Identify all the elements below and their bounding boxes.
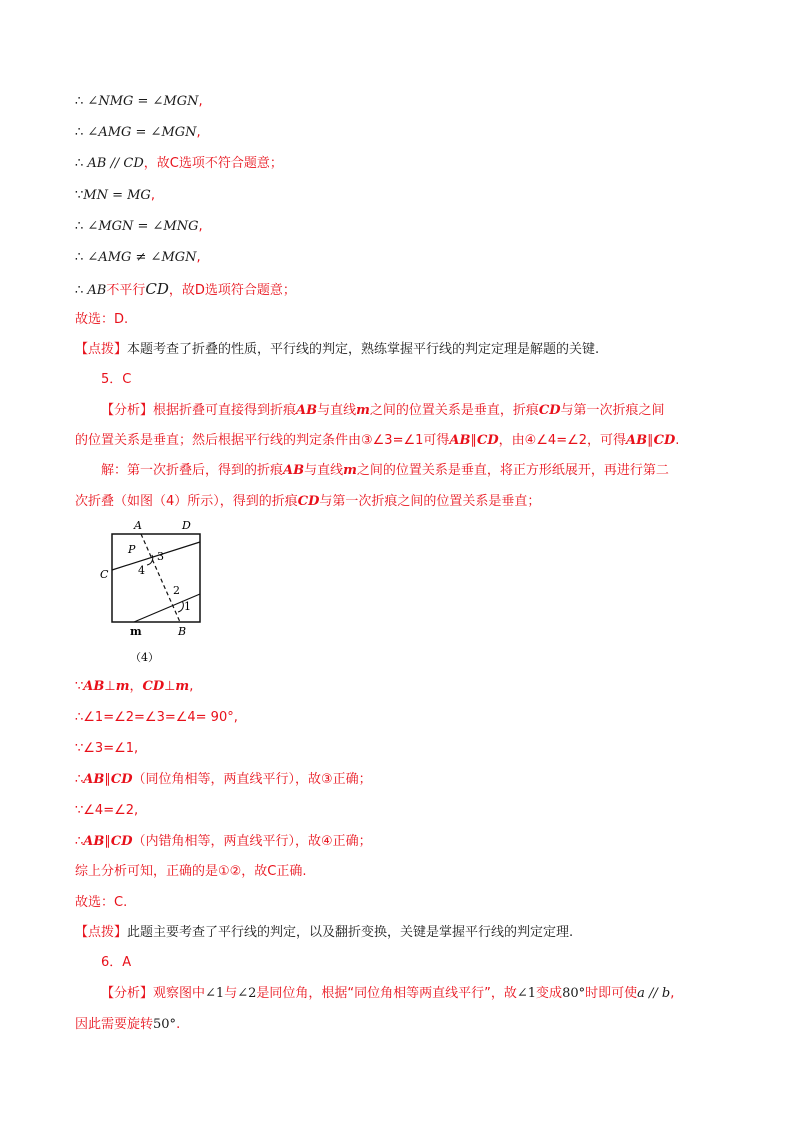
punctuation: , bbox=[196, 250, 201, 265]
line-18 bbox=[75, 770, 372, 790]
math-segment: AB bbox=[283, 463, 305, 478]
label-3: 3 bbox=[157, 550, 164, 563]
punctuation: , bbox=[198, 219, 203, 234]
math-segment: CD bbox=[653, 433, 676, 448]
math-segment: 50° bbox=[153, 1017, 177, 1032]
text-segment: ，故D选项符合题意； bbox=[168, 283, 296, 298]
therefore-symbol: ∴ bbox=[75, 834, 84, 849]
line-20 bbox=[75, 832, 372, 852]
analysis-tag: 【分析】 bbox=[101, 403, 154, 418]
text-segment: ∠4=∠2, bbox=[83, 803, 139, 818]
text-segment: . bbox=[675, 433, 680, 448]
text-segment: ∥ bbox=[104, 834, 111, 849]
because-symbol: ∵ bbox=[75, 679, 84, 694]
line-6 bbox=[75, 248, 201, 268]
text-segment: ∥ bbox=[104, 772, 111, 787]
line-4 bbox=[75, 186, 155, 206]
line-15 bbox=[75, 677, 193, 697]
therefore-symbol: ∴ bbox=[75, 710, 84, 725]
text-segment: 之间的位置关系是垂直，将正方形纸展开，再进行第二 bbox=[356, 463, 669, 478]
line-23 bbox=[75, 923, 573, 943]
math-expression: AB // CD bbox=[87, 156, 144, 171]
because-symbol: ∵ bbox=[75, 188, 84, 203]
math-segment: m bbox=[175, 679, 190, 694]
text-segment: . bbox=[176, 1017, 181, 1032]
label-C: C bbox=[100, 568, 109, 581]
text-segment: （内错角相等，两直线平行），故④正确； bbox=[132, 834, 372, 849]
line-21: 综上分析可知，正确的是①②，故C正确. bbox=[75, 864, 307, 879]
text-segment: ∥ bbox=[470, 433, 477, 448]
text-segment: 根据折叠可直接得到折痕 bbox=[153, 403, 297, 418]
math-segment: CD bbox=[142, 679, 165, 694]
math-segment: m bbox=[356, 403, 370, 418]
line-19 bbox=[75, 801, 138, 821]
math-expression: ∠AMG ≠ ∠MGN bbox=[87, 250, 197, 265]
math-segment: a // b bbox=[637, 986, 671, 1001]
because-symbol: ∵ bbox=[75, 741, 84, 756]
line-10-answer-heading: 5．C bbox=[101, 372, 132, 387]
line-3 bbox=[75, 154, 283, 174]
math-expression: ∠MGN = ∠MNG bbox=[87, 219, 199, 234]
punctuation: , bbox=[196, 125, 201, 140]
math-segment: AB bbox=[83, 772, 105, 787]
punctuation: , bbox=[198, 94, 203, 109]
label-A: A bbox=[134, 519, 142, 532]
therefore-symbol: ∴ bbox=[75, 250, 84, 265]
text-segment: 与第一次折痕之间的位置关系是垂直； bbox=[319, 494, 541, 509]
crease-cd bbox=[112, 542, 200, 570]
math-segment: AB bbox=[296, 403, 318, 418]
line-12 bbox=[75, 431, 679, 451]
math-segment: AB bbox=[449, 433, 471, 448]
text-segment: 与第一次折痕之间 bbox=[560, 403, 665, 418]
therefore-symbol: ∴ bbox=[75, 219, 84, 234]
line-16 bbox=[75, 708, 238, 728]
text-segment: ∠3=∠1, bbox=[83, 741, 139, 756]
text-segment: ∥ bbox=[647, 433, 654, 448]
text-segment: ⊥ bbox=[104, 679, 116, 694]
text-segment: ∠1=∠2=∠3=∠4= 90°, bbox=[83, 710, 238, 725]
math-expression: CD bbox=[145, 280, 169, 298]
text-segment: 是同位角，根据“同位角相等两直线平行”，故 bbox=[256, 986, 517, 1001]
because-symbol: ∵ bbox=[75, 803, 84, 818]
text-segment: 解：第一次折叠后，得到的折痕 bbox=[101, 463, 284, 478]
math-segment: ∠1 bbox=[516, 986, 537, 1001]
text-segment: 此题主要考查了平行线的判定，以及翻折变换，关键是掌握平行线的判定定理. bbox=[127, 925, 574, 940]
math-expression: ∠NMG = ∠MGN bbox=[87, 94, 199, 109]
label-2: 2 bbox=[173, 584, 180, 597]
label-4: 4 bbox=[138, 564, 145, 577]
crease-ab bbox=[141, 534, 180, 622]
therefore-symbol: ∴ bbox=[75, 283, 84, 298]
math-expression: ∠AMG = ∠MGN bbox=[87, 125, 197, 140]
text-segment: 次折叠（如图（4）所示），得到的折痕 bbox=[75, 494, 298, 509]
math-segment: m bbox=[115, 679, 130, 694]
math-segment: CD bbox=[297, 494, 320, 509]
punctuation: , bbox=[150, 188, 155, 203]
text-segment: ⊥ bbox=[164, 679, 176, 694]
math-segment: CD bbox=[110, 834, 133, 849]
line-2 bbox=[75, 123, 201, 143]
line-13 bbox=[101, 461, 669, 481]
therefore-symbol: ∴ bbox=[75, 94, 84, 109]
therefore-symbol: ∴ bbox=[75, 125, 84, 140]
line-25 bbox=[101, 984, 674, 1004]
therefore-symbol: ∴ bbox=[75, 156, 84, 171]
text-segment: , bbox=[670, 986, 675, 1001]
text-segment: 的位置关系是垂直；然后根据平行线的判定条件由③∠3=∠1可得 bbox=[75, 433, 450, 448]
label-m: m bbox=[130, 625, 142, 638]
note-tag: 【点拨】 bbox=[75, 342, 128, 357]
math-expression: MN = MG bbox=[83, 188, 151, 203]
label-D: D bbox=[182, 519, 191, 532]
text-segment: 因此需要旋转 bbox=[75, 1017, 154, 1032]
label-P: P bbox=[128, 543, 136, 556]
math-segment: 80° bbox=[562, 986, 586, 1001]
math-segment: CD bbox=[538, 403, 561, 418]
math-segment: CD bbox=[110, 772, 133, 787]
text-segment: ，由④∠4=∠2，可得 bbox=[498, 433, 627, 448]
math-expression: AB bbox=[87, 283, 107, 298]
math-segment: AB bbox=[83, 679, 105, 694]
math-segment: ∠2 bbox=[237, 986, 257, 1001]
line-9 bbox=[75, 340, 599, 360]
math-segment: m bbox=[343, 463, 357, 478]
line-7 bbox=[75, 279, 296, 301]
line-26 bbox=[75, 1015, 180, 1035]
line-5 bbox=[75, 217, 203, 237]
line-14 bbox=[75, 492, 540, 512]
text-segment: 与 bbox=[224, 986, 238, 1001]
text-segment: 之间的位置关系是垂直，折痕 bbox=[369, 403, 539, 418]
therefore-symbol: ∴ bbox=[75, 772, 84, 787]
text-segment: （同位角相等，两直线平行），故③正确； bbox=[132, 772, 372, 787]
label-1: 1 bbox=[184, 600, 191, 613]
text-segment: 与直线 bbox=[304, 463, 344, 478]
figure-caption: （4） bbox=[130, 651, 159, 664]
text-segment: , bbox=[189, 679, 194, 694]
math-segment: AB bbox=[626, 433, 648, 448]
text-segment: ，故C选项不符合题意； bbox=[143, 156, 283, 171]
line-22: 故选：C. bbox=[75, 895, 128, 910]
text-segment: 与直线 bbox=[317, 403, 357, 418]
text-segment: 观察图中 bbox=[153, 986, 206, 1001]
text-segment: 本题考查了折叠的性质，平行线的判定，熟练掌握平行线的判定定理是解题的关键. bbox=[127, 342, 600, 357]
line-24-answer-heading: 6．A bbox=[101, 955, 132, 970]
math-segment: ∠1 bbox=[205, 986, 225, 1001]
line-1 bbox=[75, 92, 203, 112]
text-segment: ， bbox=[129, 679, 143, 694]
math-segment: AB bbox=[83, 834, 105, 849]
text-segment: 变成 bbox=[536, 986, 563, 1001]
math-segment: CD bbox=[476, 433, 499, 448]
folding-figure bbox=[100, 518, 230, 668]
analysis-tag: 【分析】 bbox=[101, 986, 154, 1001]
line-11 bbox=[101, 401, 665, 421]
text-segment: 不平行 bbox=[106, 283, 146, 298]
line-8: 故选：D. bbox=[75, 312, 129, 327]
label-B: B bbox=[178, 625, 187, 638]
note-tag: 【点拨】 bbox=[75, 925, 128, 940]
text-segment: 时即可使 bbox=[585, 986, 638, 1001]
line-17 bbox=[75, 739, 138, 759]
